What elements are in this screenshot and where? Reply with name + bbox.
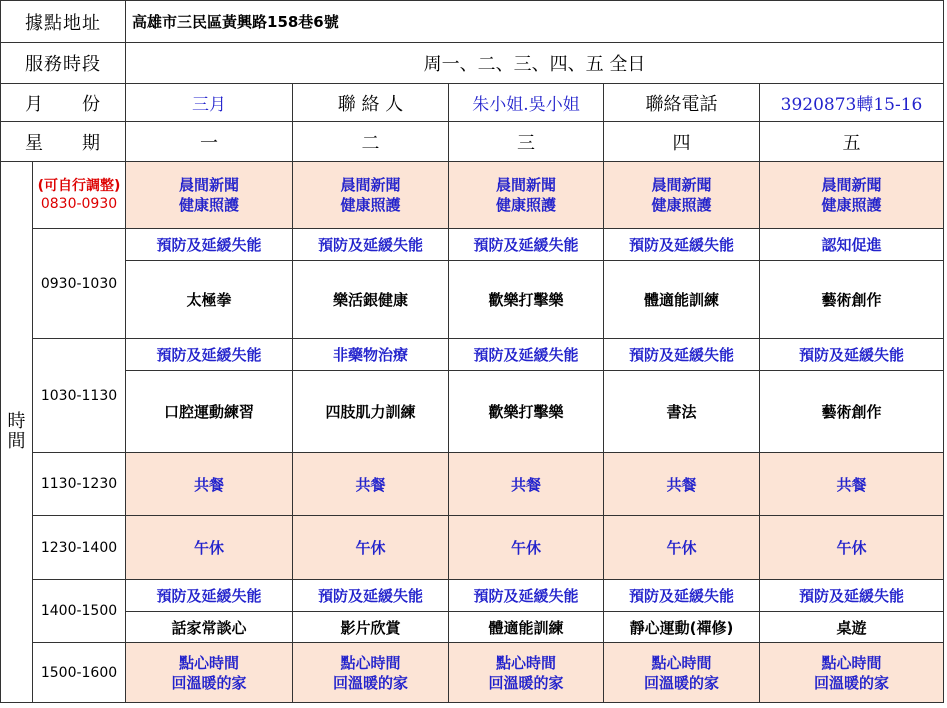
adjust-note: (可自行調整) <box>37 178 121 194</box>
activity-cell: 四肢肌力訓練 <box>293 371 449 453</box>
category-cell: 預防及延緩失能 <box>604 580 760 612</box>
table-row <box>1 261 944 339</box>
category-cell: 預防及延緩失能 <box>126 229 293 261</box>
day-fri: 五 <box>760 122 944 162</box>
location-label: 據點地址 <box>1 1 126 43</box>
schedule-cell: 點心時間 回溫暖的家 <box>126 643 293 703</box>
time-column-label <box>1 162 33 703</box>
activity-cell: 共餐 <box>449 453 604 516</box>
time-slot-label: 1500-1600 <box>33 643 126 703</box>
activity-cell: 書法 <box>604 371 760 453</box>
table-row <box>1 453 944 516</box>
activity-cell: 影片欣賞 <box>293 612 449 643</box>
day-wed: 三 <box>449 122 604 162</box>
schedule-cell: 晨間新聞 健康照護 <box>604 162 760 229</box>
category-cell: 非藥物治療 <box>293 339 449 371</box>
activity-cell: 藝術創作 <box>760 371 944 453</box>
activity-cell: 體適能訓練 <box>449 612 604 643</box>
table-row <box>1 162 944 229</box>
category-cell: 預防及延緩失能 <box>449 229 604 261</box>
activity-cell: 體適能訓練 <box>604 261 760 339</box>
schedule-cell: 點心時間 回溫暖的家 <box>293 643 449 703</box>
category-cell: 預防及延緩失能 <box>760 339 944 371</box>
table-row <box>1 339 944 371</box>
table-row <box>1 516 944 580</box>
category-cell: 預防及延緩失能 <box>449 580 604 612</box>
time-slot-label: 1130-1230 <box>33 453 126 516</box>
contact-label: 聯 絡 人 <box>293 84 449 122</box>
time-slot-label: 1030-1130 <box>33 339 126 453</box>
table-row <box>1 643 944 703</box>
service-row <box>1 43 944 84</box>
activity-cell: 共餐 <box>760 453 944 516</box>
category-cell: 預防及延緩失能 <box>449 339 604 371</box>
category-cell: 預防及延緩失能 <box>293 580 449 612</box>
table-row <box>1 229 944 261</box>
activity-cell: 共餐 <box>604 453 760 516</box>
day-mon: 一 <box>126 122 293 162</box>
day-thu: 四 <box>604 122 760 162</box>
activity-cell: 午休 <box>760 516 944 580</box>
table-row <box>1 371 944 453</box>
weekday-label: 星 期 <box>1 122 126 162</box>
category-cell: 認知促進 <box>760 229 944 261</box>
phone-label: 聯絡電話 <box>604 84 760 122</box>
activity-cell: 午休 <box>126 516 293 580</box>
activity-cell: 太極拳 <box>126 261 293 339</box>
category-cell: 預防及延緩失能 <box>760 580 944 612</box>
table-row <box>1 612 944 643</box>
schedule-cell: 點心時間 回溫暖的家 <box>449 643 604 703</box>
time-slot-label: 0930-1030 <box>33 229 126 339</box>
schedule-cell: 點心時間 回溫暖的家 <box>760 643 944 703</box>
activity-cell: 午休 <box>449 516 604 580</box>
activity-cell: 午休 <box>604 516 760 580</box>
time-label: 時間 <box>7 411 26 452</box>
time-slot-label: 1230-1400 <box>33 516 126 580</box>
month-value: 三月 <box>126 84 293 122</box>
activity-cell: 歡樂打擊樂 <box>449 261 604 339</box>
service-value: 周一、二、三、四、五 全日 <box>126 43 944 84</box>
activity-cell: 共餐 <box>293 453 449 516</box>
day-tue: 二 <box>293 122 449 162</box>
activity-cell: 桌遊 <box>760 612 944 643</box>
service-label: 服務時段 <box>1 43 126 84</box>
month-contact-row <box>1 84 944 122</box>
category-cell: 預防及延緩失能 <box>126 580 293 612</box>
schedule-cell: 晨間新聞 健康照護 <box>449 162 604 229</box>
activity-cell: 共餐 <box>126 453 293 516</box>
activity-cell: 歡樂打擊樂 <box>449 371 604 453</box>
schedule-cell: 晨間新聞 健康照護 <box>126 162 293 229</box>
phone-value: 3920873轉15-16 <box>760 84 944 122</box>
category-cell: 預防及延緩失能 <box>126 339 293 371</box>
month-label: 月 份 <box>1 84 126 122</box>
time-slot-label: 0830-0930 <box>40 196 118 212</box>
time-slot-label: 1400-1500 <box>33 580 126 643</box>
activity-cell: 口腔運動練習 <box>126 371 293 453</box>
schedule-cell: 點心時間 回溫暖的家 <box>604 643 760 703</box>
schedule-cell: 晨間新聞 健康照護 <box>293 162 449 229</box>
category-cell: 預防及延緩失能 <box>604 339 760 371</box>
time-slot-0830 <box>33 162 126 229</box>
schedule-cell: 晨間新聞 健康照護 <box>760 162 944 229</box>
activity-cell: 話家常談心 <box>126 612 293 643</box>
table-row <box>1 580 944 612</box>
weekday-row <box>1 122 944 162</box>
activity-cell: 樂活銀健康 <box>293 261 449 339</box>
category-cell: 預防及延緩失能 <box>604 229 760 261</box>
activity-cell: 午休 <box>293 516 449 580</box>
location-value: 高雄市三民區黃興路158巷6號 <box>126 1 944 43</box>
activity-cell: 靜心運動(禪修) <box>604 612 760 643</box>
activity-cell: 藝術創作 <box>760 261 944 339</box>
category-cell: 預防及延緩失能 <box>293 229 449 261</box>
contact-value: 朱小姐.吳小姐 <box>449 84 604 122</box>
address-row <box>1 1 944 43</box>
